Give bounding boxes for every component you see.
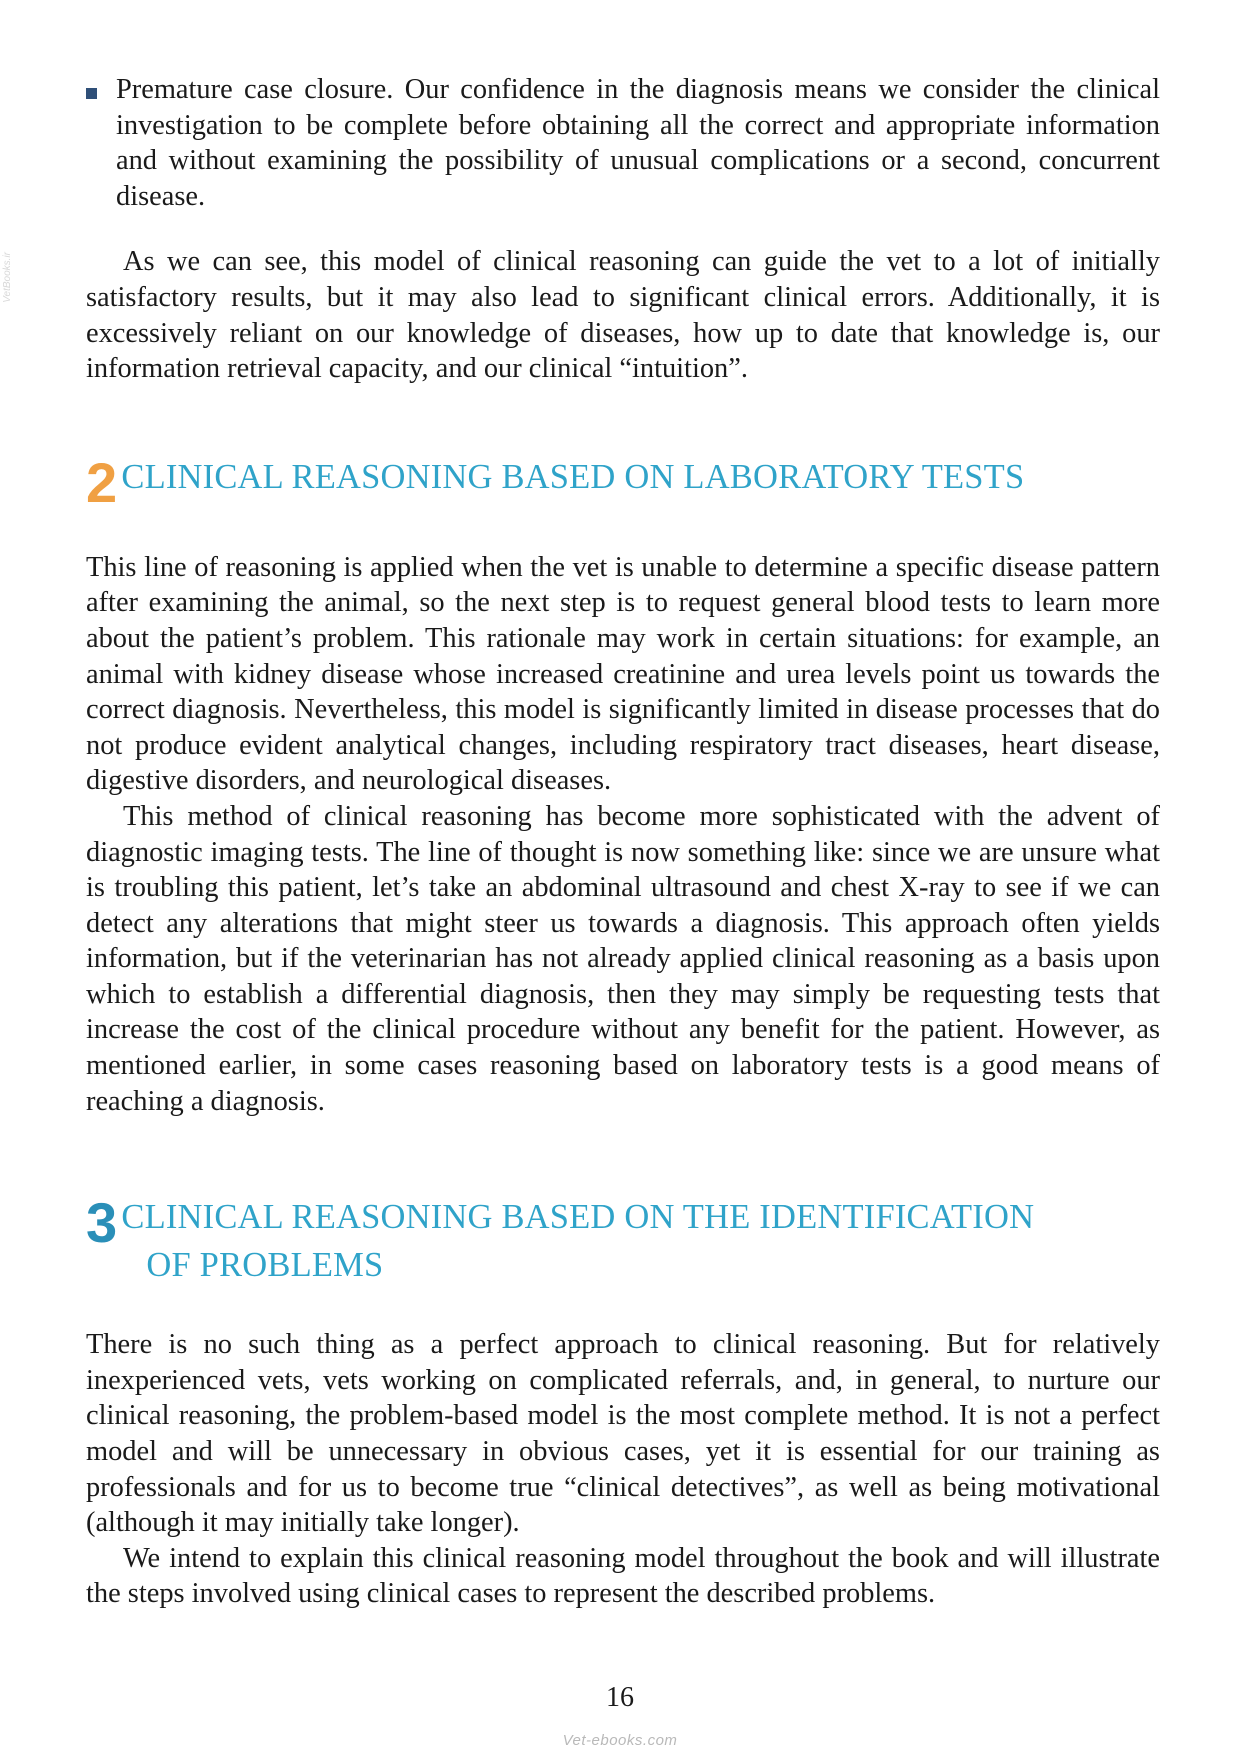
section-2-paragraph-2: This method of clinical reasoning has become more sophisticated with the advent of diagnostic imaging tests. The line of thought is now something like: since we are unsure what is troubling this patient, let’s take an abdominal ultrasound and chest X-ray to see if we can detect any alterations that might steer us towards a diagnosis. This approach often yields information, but if the veterinarian has not already applied clinical reasoning as a basis upon which to establish a differential diagnosis, then they may simply be requesting tests that increase the cost of the clinical procedure without any benefit for the patient. However, as mentioned earlier, in some cases reasoning based on laboratory tests is a good means of reaching a diagnosis. xyxy=(86,800,1160,1117)
section-2-title: CLINICAL REASONING BASED ON LABORATORY TESTS xyxy=(121,457,1025,496)
bullet-item xyxy=(86,72,1160,214)
side-watermark: VetBooks.ir xyxy=(2,252,13,303)
section-3-paragraph-1: There is no such thing as a perfect approach to clinical reasoning. But for relatively inexperienced vets, vets working on complicated referrals, and, in general, to nurture our clinical reasoning, the problem-based model is the most complete method. It is not a perfect model and will be unnecessary in obvious cases, yet it is essential for our training as professionals and for us to become true “clinical detectives”, as well as being motivational (although it may initially take longer). xyxy=(86,1329,1160,1539)
section-3-title-line-1: CLINICAL REASONING BASED ON THE IDENTIFICATION xyxy=(121,1198,1035,1237)
page-number: 16 xyxy=(606,1682,634,1713)
section-2-number: 2 xyxy=(86,450,118,514)
section-3-title-line-2: OF PROBLEMS xyxy=(146,1246,384,1285)
section-2-heading xyxy=(86,450,1160,514)
bullet-text: Premature case closure. Our confidence in the diagnosis means we consider the clinical investigation to be complete before obtaining all the correct and appropriate information and without examining the possibility of unusual complications or a second, concurrent disease. xyxy=(116,74,1160,212)
section-3-paragraph-2: We intend to explain this clinical reasoning model throughout the book and will illustrate the steps involved using clinical cases to represent the described problems. xyxy=(86,1542,1160,1610)
section-2-paragraph-1: This line of reasoning is applied when the vet is unable to determine a specific disease pattern after examining the animal, so the next step is to request general blood tests to learn more about the patient’s problem. This rationale may work in certain situations: for example, an animal with kidney disease whose increased creatinine and urea levels point us towards the correct diagnosis. Nevertheless, this model is significantly limited in disease processes that do not produce evident analytical changes, including respiratory tract diseases, heart disease, digestive disorders, and neurological diseases. xyxy=(86,551,1160,797)
section-3-number: 3 xyxy=(86,1191,118,1255)
section-3-heading xyxy=(86,1193,1160,1289)
intro-paragraph: As we can see, this model of clinical reasoning can guide the vet to a lot of initially satisfactory results, but it may also lead to significant clinical errors. Additionally, it is excessively reliant on our knowledge of diseases, how up to date that knowledge is, our information retrieval capacity, and our clinical “intuition”. xyxy=(86,246,1160,385)
square-bullet-icon xyxy=(86,88,97,99)
footer-logo: Vet-ebooks.com xyxy=(562,1732,678,1749)
page-content xyxy=(86,72,1160,1612)
